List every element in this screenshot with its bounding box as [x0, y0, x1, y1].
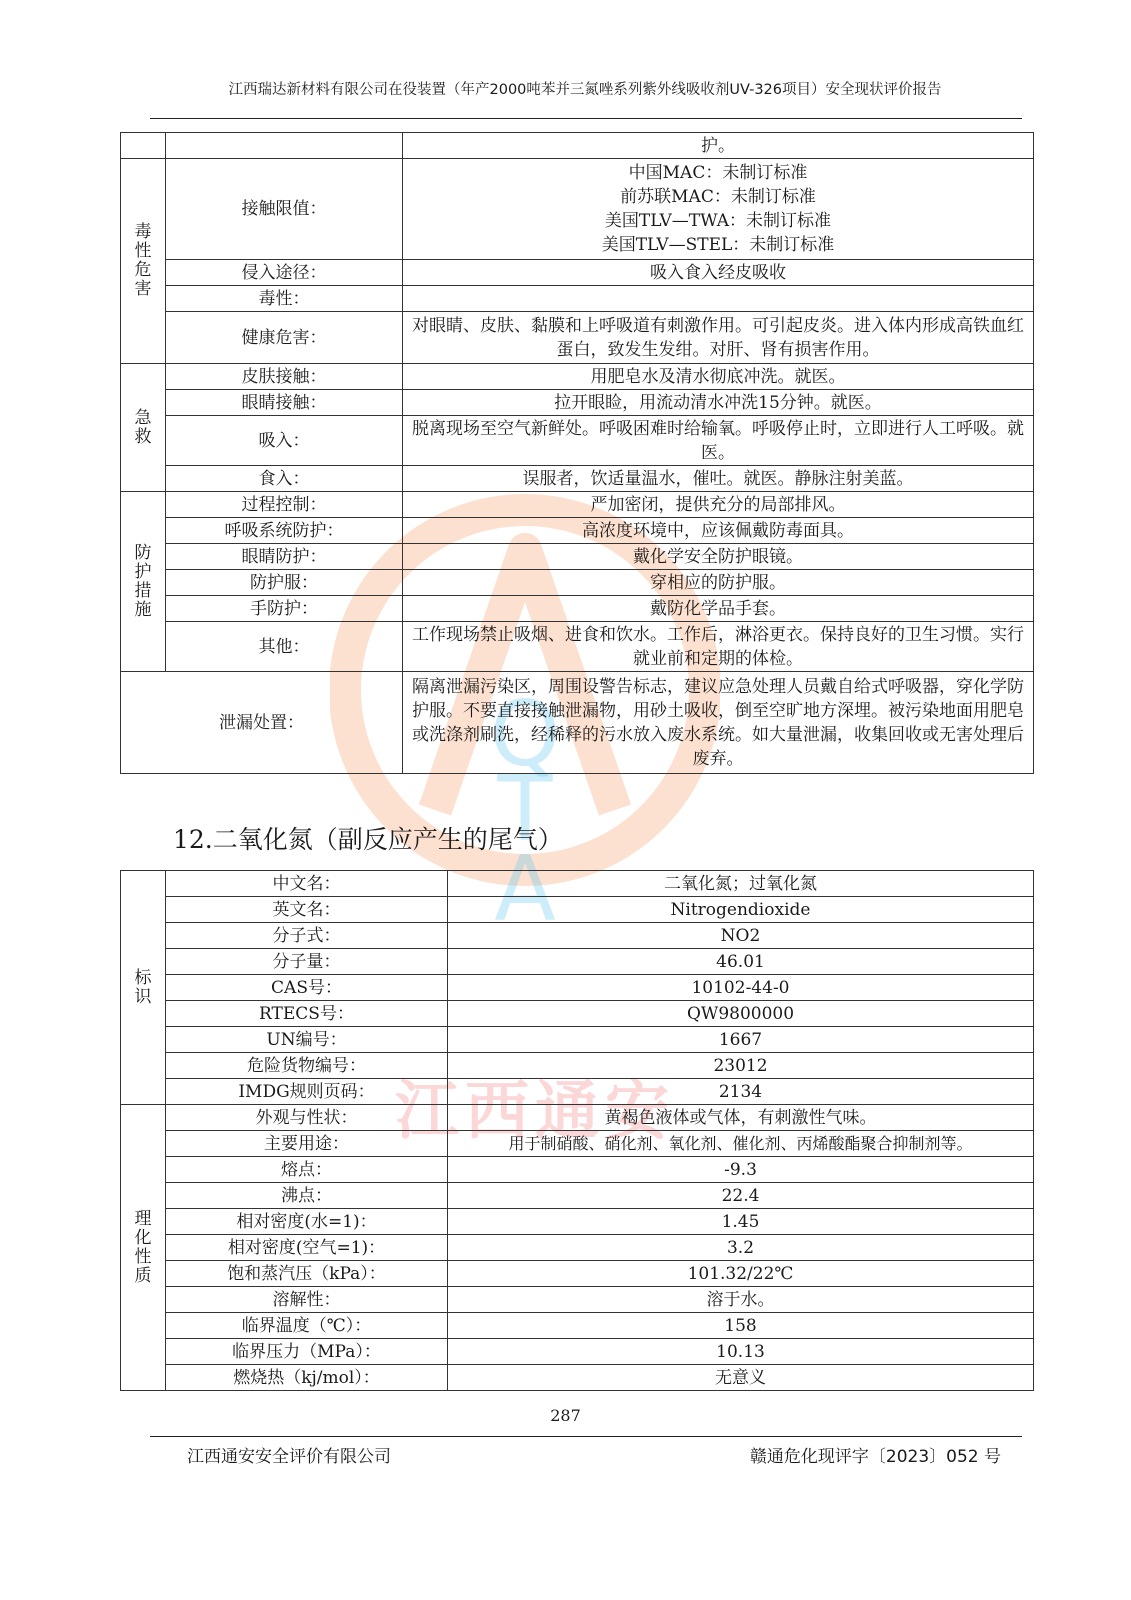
value-cell: 158 [448, 1313, 1034, 1339]
value-line: 美国TLV—TWA：未制订标准 [604, 211, 832, 231]
value-cell: 戴化学安全防护眼镜。 [403, 544, 1034, 570]
table-row [121, 416, 1034, 466]
watermark-text: 江西通安 [395, 1075, 675, 1149]
table-row [121, 1209, 1034, 1235]
table-row [121, 312, 1034, 364]
value-cell: 黄褐色液体或气体，有刺激性气味。 [448, 1105, 1034, 1131]
table-row [121, 1235, 1034, 1261]
value-cell: NO2 [448, 923, 1034, 949]
value-cell: Nitrogendioxide [448, 897, 1034, 923]
value-cell: 脱离现场至空气新鲜处。呼吸困难时给输氧。呼吸停止时，立即进行人工呼吸。就医。 [403, 416, 1034, 466]
table-row [121, 1287, 1034, 1313]
table-row [121, 1157, 1034, 1183]
label-cell: 食入： [166, 466, 403, 492]
value-cell: 穿相应的防护服。 [403, 570, 1034, 596]
label-cell: 饱和蒸汽压（kPa）： [166, 1261, 448, 1287]
category-first-aid: 急救 [121, 364, 166, 492]
label-cell: 相对密度(空气=1)： [166, 1235, 448, 1261]
category-cell [121, 133, 166, 159]
page-number: 287 [550, 1406, 581, 1425]
label-cell: 外观与性状： [166, 1105, 448, 1131]
label-cell: RTECS号： [166, 1001, 448, 1027]
table-row [121, 672, 1034, 774]
table-row [121, 1261, 1034, 1287]
value-cell: 用于制硝酸、硝化剂、氧化剂、催化剂、丙烯酸酯聚合抑制剂等。 [448, 1131, 1034, 1157]
label-cell: 侵入途径： [166, 260, 403, 286]
label-cell: 溶解性： [166, 1287, 448, 1313]
ident-group [121, 871, 1034, 1105]
table-row [121, 466, 1034, 492]
table-row [121, 622, 1034, 672]
value-cell [403, 159, 1034, 260]
label-cell: 危险货物编号： [166, 1053, 448, 1079]
value-cell: 3.2 [448, 1235, 1034, 1261]
table-row [121, 949, 1034, 975]
category-physicochemical: 理化性质 [121, 1105, 166, 1391]
label-cell: 燃烧热（kj/mol）： [166, 1365, 448, 1391]
value-cell: 46.01 [448, 949, 1034, 975]
table-row [121, 286, 1034, 312]
label-cell: 相对密度(水=1)： [166, 1209, 448, 1235]
label-cell: 主要用途： [166, 1131, 448, 1157]
label-cell: IMDG规则页码： [166, 1079, 448, 1105]
table-row [121, 159, 1034, 260]
value-cell [403, 286, 1034, 312]
value-cell: 无意义 [448, 1365, 1034, 1391]
value-line: 美国TLV—STEL：未制订标准 [601, 235, 835, 255]
table-row [121, 975, 1034, 1001]
value-cell: 二氧化氮；过氧化氮 [448, 871, 1034, 897]
section-heading: 12.二氧化氮（副反应产生的尾气） [173, 825, 563, 854]
label-cell: UN编号： [166, 1027, 448, 1053]
table-row [121, 260, 1034, 286]
value-cell: 戴防化学品手套。 [403, 596, 1034, 622]
value-cell: 10.13 [448, 1339, 1034, 1365]
value-cell: 吸入食入经皮吸收 [403, 260, 1034, 286]
value-cell: 用肥皂水及清水彻底冲洗。就医。 [403, 364, 1034, 390]
label-cell: 英文名： [166, 897, 448, 923]
table-row [121, 871, 1034, 897]
label-cell: 临界压力（MPa）： [166, 1339, 448, 1365]
value-line: 中国MAC：未制订标准 [628, 163, 808, 183]
watermark-letter-a: A [494, 837, 556, 942]
value-cell: -9.3 [448, 1157, 1034, 1183]
label-cell-leak: 泄漏处置： [121, 672, 403, 774]
value-cell: 隔离泄漏污染区，周围设警告标志，建议应急处理人员戴自给式呼吸器，穿化学防护服。不要直接接触泄漏物，用砂土吸收，倒至空旷地方深埋。被污染地面用肥皂或洗涤剂刷洗，经稀释的污水放入废水系统。如大量泄漏，收集回收或无害处理后废弃。 [403, 672, 1034, 774]
value-cell: 10102-44-0 [448, 975, 1034, 1001]
label-cell: 分子量： [166, 949, 448, 975]
value-cell: 1667 [448, 1027, 1034, 1053]
label-cell: 沸点： [166, 1183, 448, 1209]
value-cell: QW9800000 [448, 1001, 1034, 1027]
msds-table-continued [120, 132, 1034, 774]
watermark-letter-q: Q [489, 682, 561, 787]
label-cell [166, 133, 403, 159]
table-row [121, 544, 1034, 570]
value-cell: 1.45 [448, 1209, 1034, 1235]
value-cell: 护。 [403, 133, 1034, 159]
value-cell: 严加密闭，提供充分的局部排风。 [403, 492, 1034, 518]
value-line: 前苏联MAC：未制订标准 [620, 187, 816, 207]
label-cell: 健康危害： [166, 312, 403, 364]
category-identification: 标识 [121, 871, 166, 1105]
table-row [121, 390, 1034, 416]
label-cell: CAS号： [166, 975, 448, 1001]
table-row [121, 1131, 1034, 1157]
label-cell: 眼睛接触： [166, 390, 403, 416]
table-row [121, 1001, 1034, 1027]
footer-doc-number: 赣通危化现评字〔2023〕052 号 [749, 1447, 1001, 1467]
label-cell: 分子式： [166, 923, 448, 949]
value-cell: 23012 [448, 1053, 1034, 1079]
label-cell: 手防护： [166, 596, 403, 622]
table-row [121, 364, 1034, 390]
phys-group [121, 1105, 1034, 1391]
table-row [121, 1183, 1034, 1209]
value-cell: 2134 [448, 1079, 1034, 1105]
value-cell: 对眼睛、皮肤、黏膜和上呼吸道有刺激作用。可引起皮炎。进入体内形成高铁血红蛋白，致发生发绀。对肝、肾有损害作用。 [403, 312, 1034, 364]
label-cell: 熔点： [166, 1157, 448, 1183]
label-cell: 呼吸系统防护： [166, 518, 403, 544]
label-cell: 接触限值： [166, 159, 403, 260]
category-protection: 防护措施 [121, 492, 166, 672]
label-cell: 过程控制： [166, 492, 403, 518]
label-cell: 吸入： [166, 416, 403, 466]
table-row [121, 518, 1034, 544]
report-header-title: 江西瑞达新材料有限公司在役装置（年产2000吨苯并三氮唑系列紫外线吸收剂UV-326项目）安全现状评价报告 [228, 82, 942, 98]
label-cell: 其他： [166, 622, 403, 672]
value-cell: 工作现场禁止吸烟、进食和饮水。工作后，淋浴更衣。保持良好的卫生习惯。实行就业前和定期的体检。 [403, 622, 1034, 672]
value-cell: 误服者，饮适量温水，催吐。就医。静脉注射美蓝。 [403, 466, 1034, 492]
table-row [121, 1313, 1034, 1339]
header-rule [150, 118, 1022, 119]
value-cell: 高浓度环境中，应该佩戴防毒面具。 [403, 518, 1034, 544]
table-row [121, 1079, 1034, 1105]
table-row [121, 897, 1034, 923]
table-row [121, 492, 1034, 518]
table-row [121, 1053, 1034, 1079]
footer-rule [150, 1436, 1022, 1437]
label-cell: 临界温度（℃）： [166, 1313, 448, 1339]
table-row [121, 923, 1034, 949]
table-row [121, 570, 1034, 596]
table-row [121, 1365, 1034, 1391]
msds-table-nitrogen-dioxide [120, 870, 1034, 1391]
value-cell: 22.4 [448, 1183, 1034, 1209]
table-row [121, 1105, 1034, 1131]
label-cell: 防护服： [166, 570, 403, 596]
label-cell: 眼睛防护： [166, 544, 403, 570]
value-cell: 溶于水。 [448, 1287, 1034, 1313]
watermark-letter-t: T [497, 757, 553, 862]
table-row [121, 1027, 1034, 1053]
label-cell: 毒性： [166, 286, 403, 312]
value-cell: 拉开眼睑，用流动清水冲洗15分钟。就医。 [403, 390, 1034, 416]
category-toxic-hazard: 毒性危害 [121, 159, 166, 364]
value-cell: 101.32/22℃ [448, 1261, 1034, 1287]
table-row [121, 596, 1034, 622]
label-cell: 皮肤接触： [166, 364, 403, 390]
table-row [121, 1339, 1034, 1365]
footer-company: 江西通安安全评价有限公司 [187, 1447, 391, 1467]
label-cell: 中文名： [166, 871, 448, 897]
table-row [121, 133, 1034, 159]
